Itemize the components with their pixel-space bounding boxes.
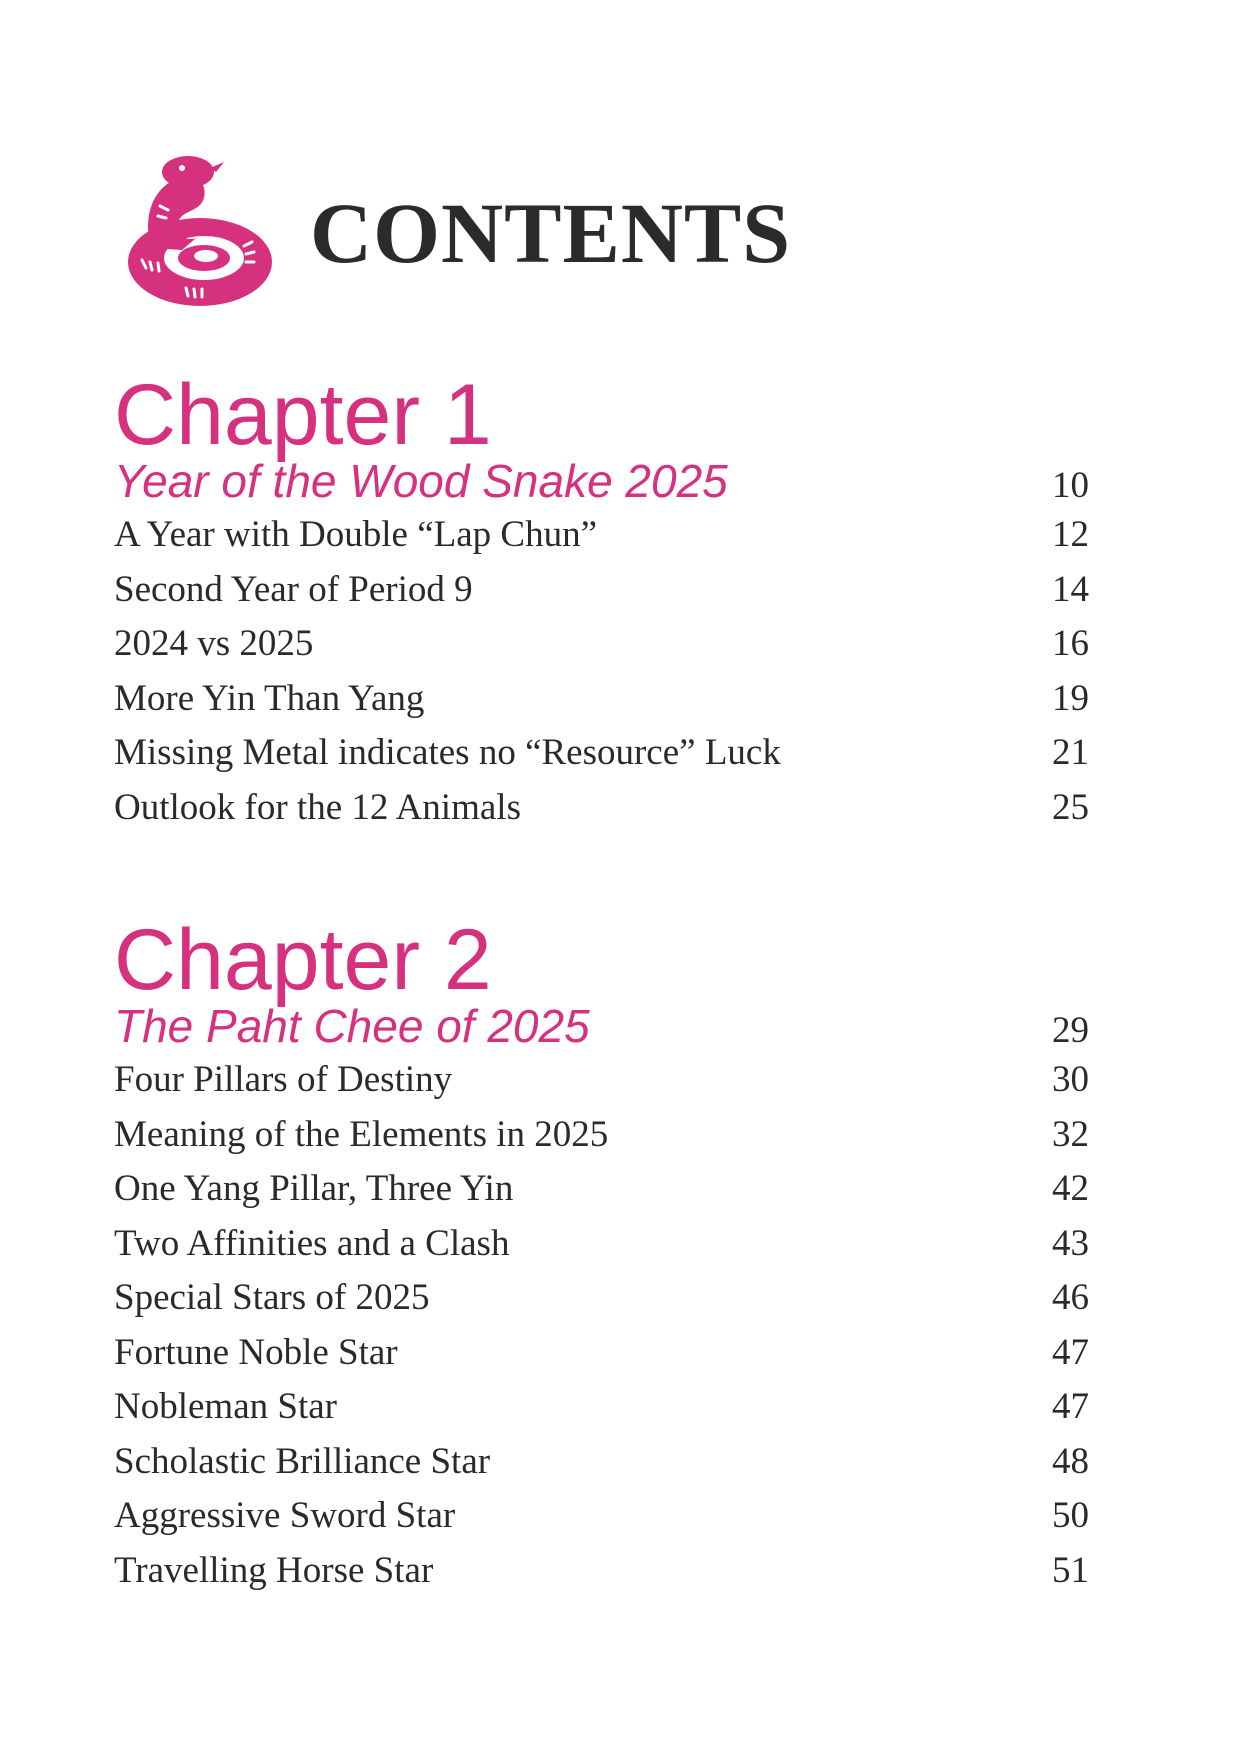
chapter-heading: Chapter 2	[114, 912, 492, 1008]
toc-entry[interactable]	[114, 1162, 1089, 1217]
toc-entry[interactable]	[114, 563, 1089, 618]
chapter-section	[114, 367, 1089, 835]
page-number: 16	[1052, 623, 1089, 664]
page-number: 21	[1052, 732, 1089, 773]
toc-entry-title: Meaning of the Elements in 2025	[114, 1113, 609, 1155]
toc-entry[interactable]	[114, 1326, 1089, 1381]
toc-entry[interactable]	[114, 1217, 1089, 1272]
page-number: 30	[1052, 1059, 1089, 1100]
toc-entry-title: Outlook for the 12 Animals	[114, 786, 521, 828]
chapter-section	[114, 912, 1089, 1598]
toc-entry-title: Second Year of Period 9	[114, 568, 473, 610]
toc-entry[interactable]	[114, 1435, 1089, 1490]
page-number: 47	[1052, 1386, 1089, 1427]
page-number: 12	[1052, 514, 1089, 555]
toc-entry[interactable]	[114, 1271, 1089, 1326]
toc-entry-title: Fortune Noble Star	[114, 1331, 398, 1373]
toc-entry-title: Travelling Horse Star	[114, 1549, 434, 1591]
chapter-heading: Chapter 1	[114, 367, 492, 463]
snake-icon	[112, 150, 282, 310]
toc-entry[interactable]	[114, 508, 1089, 563]
page-number: 47	[1052, 1331, 1089, 1373]
toc-entry[interactable]	[114, 1544, 1089, 1599]
chapter-subtitle: Year of the Wood Snake 2025	[114, 455, 728, 507]
toc-entry-title: Special Stars of 2025	[114, 1277, 430, 1318]
toc-entry[interactable]	[114, 726, 1089, 781]
page-number: 46	[1052, 1277, 1089, 1318]
chapter-subtitle-row[interactable]	[114, 454, 1089, 508]
page-number: 50	[1052, 1495, 1089, 1536]
toc-entry-title: 2024 vs 2025	[114, 623, 314, 664]
toc-entry-title: More Yin Than Yang	[114, 677, 425, 719]
page-number: 25	[1052, 786, 1089, 828]
toc-entry[interactable]	[114, 1108, 1089, 1163]
toc-entry[interactable]	[114, 672, 1089, 727]
toc-entry[interactable]	[114, 1380, 1089, 1435]
page-number: 43	[1052, 1222, 1089, 1264]
toc-entry-title: Four Pillars of Destiny	[114, 1059, 453, 1100]
toc-entry[interactable]	[114, 1489, 1089, 1544]
page-number: 48	[1052, 1440, 1089, 1482]
page-title: CONTENTS	[310, 185, 792, 281]
page-number: 42	[1052, 1168, 1089, 1209]
page-number: 32	[1052, 1113, 1089, 1155]
toc-entry-title: Nobleman Star	[114, 1386, 337, 1427]
toc-entry-title: Missing Metal indicates no “Resource” Luck	[114, 732, 781, 773]
page-number: 10	[1052, 465, 1089, 506]
toc-entry-title: One Yang Pillar, Three Yin	[114, 1168, 514, 1209]
chapter-subtitle: The Paht Chee of 2025	[114, 1000, 590, 1052]
toc-entry-title: Scholastic Brilliance Star	[114, 1440, 491, 1482]
page-number: 14	[1052, 568, 1089, 610]
toc-entry-title: A Year with Double “Lap Chun”	[114, 514, 597, 555]
toc-entry[interactable]	[114, 617, 1089, 672]
page-number: 29	[1052, 1010, 1089, 1051]
chapter-subtitle-row[interactable]	[114, 999, 1089, 1053]
contents-header	[112, 150, 791, 310]
toc-entry-title: Aggressive Sword Star	[114, 1495, 456, 1536]
page-number: 51	[1052, 1549, 1089, 1591]
toc-entry[interactable]	[114, 781, 1089, 836]
toc-entry[interactable]	[114, 1053, 1089, 1108]
toc-entry-title: Two Affinities and a Clash	[114, 1222, 510, 1264]
page-number: 19	[1052, 677, 1089, 719]
